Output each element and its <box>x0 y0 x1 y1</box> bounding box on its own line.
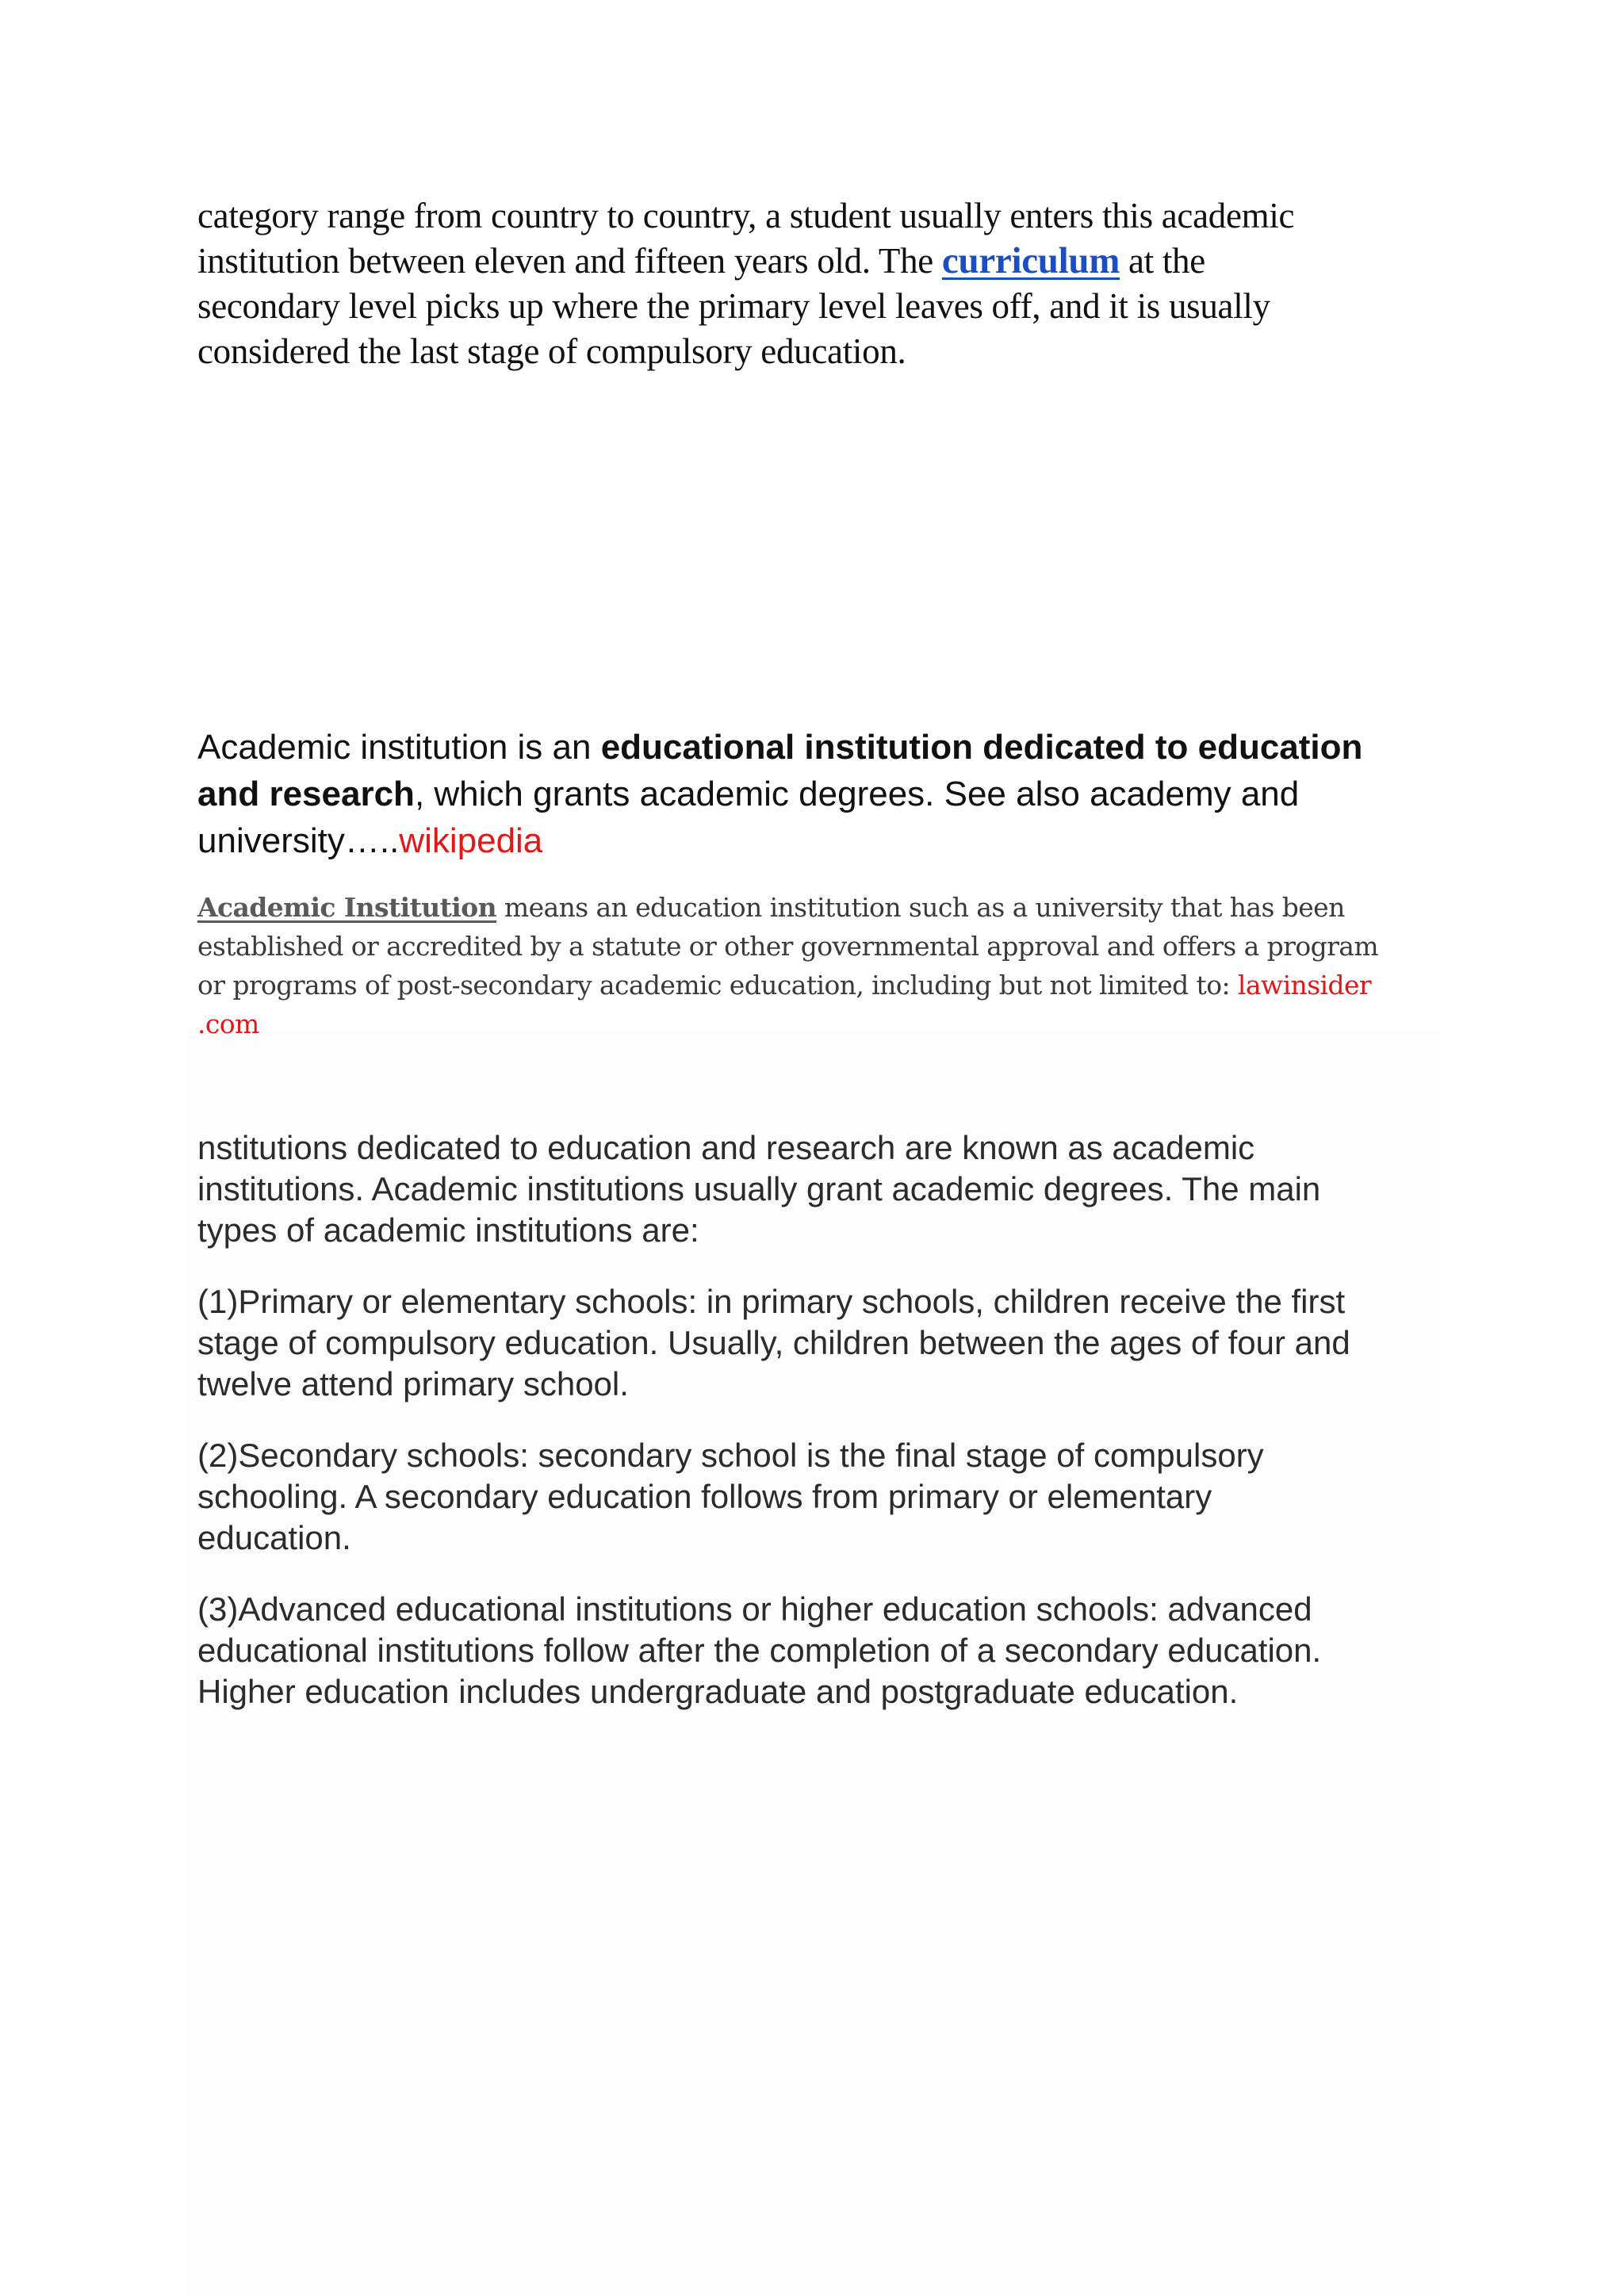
institution-types <box>197 1127 1466 1743</box>
paragraph-line: Higher education includes undergraduate and postgraduate education. <box>197 1673 1239 1710</box>
definition-line <box>197 724 1466 771</box>
paragraph-line: schooling. A secondary education follows from primary or elementary <box>197 1478 1212 1515</box>
lawinsider-source-suffix: .com <box>197 1008 259 1039</box>
definition-line <box>197 771 1466 817</box>
definition-bold-text: and research <box>197 775 415 813</box>
paragraph-line: considered the last stage of compulsory education. <box>197 331 906 371</box>
line-text: institution between eleven and fifteen years old. The <box>197 241 942 281</box>
definition-text: means an education institution such as a university that has been <box>496 892 1345 923</box>
line-text: at the <box>1120 241 1205 281</box>
definition-line: established or accredited by a statute or other governmental approval and offers a program <box>197 931 1379 962</box>
paragraph-line: types of academic institutions are: <box>197 1211 699 1249</box>
definition-text: university….. <box>197 821 400 860</box>
definition-line <box>197 966 1466 1004</box>
paragraph-line: education. <box>197 1519 351 1556</box>
curriculum-link[interactable]: curriculum <box>941 240 1120 281</box>
definition-text: or programs of post-secondary academic education, including but not limited to: <box>197 970 1238 1001</box>
lawinsider-source: lawinsider <box>1237 970 1372 1001</box>
paragraph-line <box>197 239 1419 284</box>
defined-term: Academic Institution <box>197 892 496 923</box>
paragraph-line: secondary level picks up where the primary level leaves off, and it is usually <box>197 286 1270 326</box>
paragraph-line: educational institutions follow after the completion of a secondary education. <box>197 1632 1322 1669</box>
wikipedia-source: wikipedia <box>399 821 543 860</box>
paragraph-line: twelve attend primary school. <box>197 1365 629 1402</box>
list-item-higher-education <box>197 1589 1466 1712</box>
paragraph-line: nstitutions dedicated to education and research are known as academic <box>197 1129 1255 1166</box>
lawinsider-definition <box>197 888 1466 1043</box>
definition-text: Academic institution is an <box>197 728 601 767</box>
paragraph-line: stage of compulsory education. Usually, children between the ages of four and <box>197 1324 1350 1361</box>
paragraph-line: (3)Advanced educational institutions or higher education schools: advanced <box>197 1590 1312 1628</box>
wikipedia-definition <box>197 724 1466 864</box>
paragraph-line: institutions. Academic institutions usually grant academic degrees. The main <box>197 1170 1321 1207</box>
definition-text: , which grants academic degrees. See also academy and <box>414 775 1300 813</box>
curriculum-paragraph <box>197 193 1419 374</box>
list-item-secondary-schools <box>197 1435 1466 1559</box>
intro-paragraph <box>197 1127 1466 1251</box>
paragraph-line: (1)Primary or elementary schools: in primary schools, children receive the first <box>197 1283 1346 1320</box>
paragraph-line: category range from country to country, a student usually enters this academic <box>197 196 1295 235</box>
definition-line <box>197 817 1466 864</box>
definition-line <box>197 888 1466 927</box>
paragraph-line: (2)Secondary schools: secondary school is the final stage of compulsory <box>197 1437 1264 1474</box>
list-item-primary-schools <box>197 1281 1466 1405</box>
definition-bold-text: educational institution dedicated to education <box>600 728 1363 767</box>
